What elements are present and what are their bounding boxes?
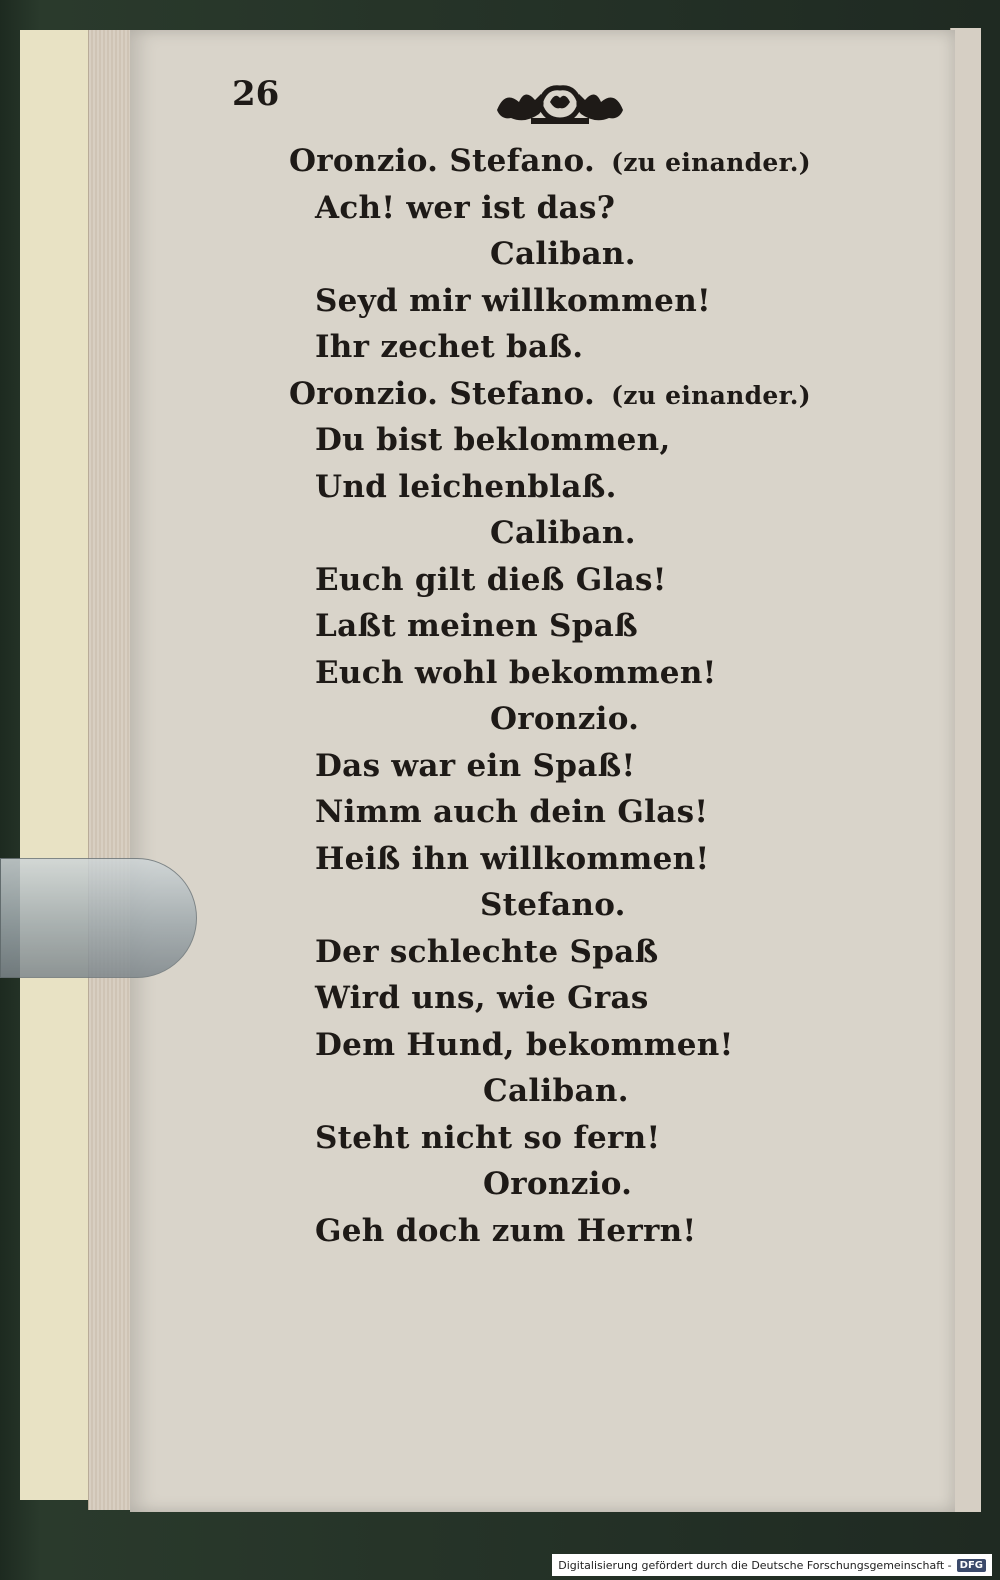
dfg-logo-icon: DFG [957, 1559, 986, 1572]
verse-line: Der schlechte Spaß [315, 933, 659, 970]
play-text [285, 138, 885, 1254]
speaker-line: Oronzio. Stefano. (zu einander.) [289, 143, 811, 179]
verse-line: Laßt meinen Spaß [315, 608, 638, 644]
speaker-line: Stefano. [480, 887, 626, 923]
verse-line: Geh doch zum Herrn! [315, 1212, 697, 1249]
verse-line: Und leichenblaß. [315, 468, 617, 505]
verse-line: Wird uns, wie Gras [315, 980, 649, 1016]
verse-line: Euch wohl bekommen! [315, 654, 717, 691]
verse-line: Seyd mir willkommen! [315, 282, 711, 319]
verse-line: Das war ein Spaß! [315, 747, 636, 784]
verse-line: Ihr zechet baß. [315, 329, 584, 365]
verse-line: Steht nicht so fern! [315, 1119, 661, 1156]
speaker-line: Caliban. [490, 515, 636, 551]
page-clip-finger [0, 858, 197, 978]
stage-direction: (zu einander.) [611, 148, 811, 177]
verse-line: Nimm auch dein Glas! [315, 794, 709, 830]
speaker-line: Caliban. [490, 236, 636, 272]
verse-line: Ach! wer ist das? [315, 189, 616, 226]
floral-ornament-icon [495, 80, 625, 128]
speaker-line: Oronzio. [490, 701, 640, 737]
stage-direction: (zu einander.) [611, 380, 811, 410]
verse-line: Dem Hund, bekommen! [315, 1026, 734, 1063]
verse-line: Du bist beklommen, [315, 422, 671, 458]
verse-line: Euch gilt dieß Glas! [315, 561, 667, 598]
speaker-line: Oronzio. Stefano. (zu einander.) [289, 375, 811, 412]
verse-line: Heiß ihn willkommen! [315, 840, 710, 877]
speaker-line: Caliban. [483, 1073, 629, 1109]
footer [552, 1554, 992, 1576]
speaker-line: Oronzio. [483, 1166, 633, 1202]
footer-credit: Digitalisierung gefördert durch die Deutsche Forschungsgemeinschaft - [558, 1558, 952, 1572]
page-number: 26 [232, 74, 280, 114]
